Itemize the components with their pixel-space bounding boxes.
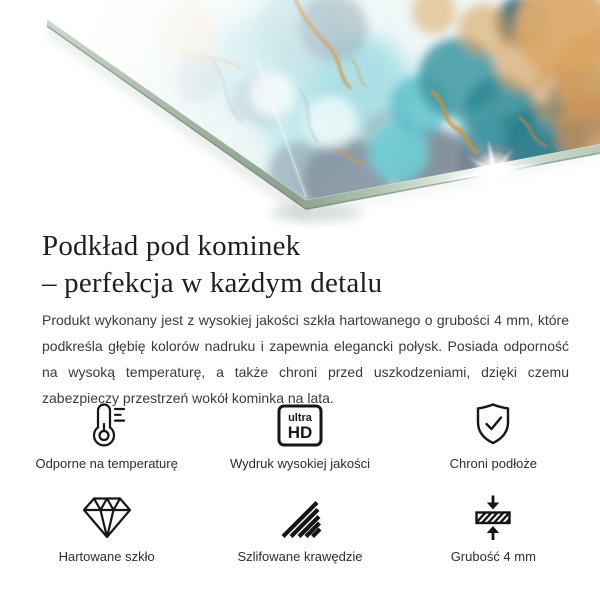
feature-label: Chroni podłoże bbox=[449, 456, 538, 471]
shield-check-icon bbox=[471, 401, 515, 447]
product-photo bbox=[0, 0, 600, 228]
ultra-hd-icon bbox=[277, 404, 323, 447]
thermometer-icon bbox=[85, 400, 129, 447]
feature-protects-floor bbox=[397, 399, 590, 471]
features-grid bbox=[0, 399, 600, 564]
feature-label: Odporne na temperaturę bbox=[35, 456, 178, 471]
ultra-text: ultra bbox=[288, 412, 312, 424]
feature-temperature bbox=[10, 399, 203, 471]
polished-edges-icon bbox=[276, 494, 324, 540]
diamond-icon bbox=[79, 493, 135, 540]
page-title-line1: Podkład pod kominek bbox=[42, 230, 301, 262]
page-title bbox=[42, 228, 582, 302]
feature-label: Grubość 4 mm bbox=[450, 549, 536, 564]
thickness-icon bbox=[469, 494, 517, 540]
feature-label: Szlifowane krawędzie bbox=[237, 549, 363, 564]
marble-art bbox=[40, 0, 600, 228]
hd-text: HD bbox=[287, 423, 313, 442]
feature-tempered-glass bbox=[10, 492, 203, 564]
feature-label: Wydruk wysokiej jakości bbox=[229, 456, 370, 471]
product-description: Produkt wykonany jest z wysokiej jakości szkła hartowanego o grubości 4 mm, które podkreśla głębię kolorów nadruku i zapewnia elegancki połysk. Posiada odporność na wysoką temperaturę, a także chroni przed uszkodzeniami, dzięki czemu zabezpieczy przestrzeń wokół kominka na lata. bbox=[42, 312, 569, 406]
feature-print-quality bbox=[203, 399, 396, 471]
page-title-line2: – perfekcja w każdym detalu bbox=[42, 267, 383, 299]
feature-label: Hartowane szkło bbox=[58, 549, 155, 564]
glass-panel-illustration bbox=[0, 0, 600, 228]
feature-thickness bbox=[397, 492, 590, 564]
feature-polished-edges bbox=[203, 492, 396, 564]
